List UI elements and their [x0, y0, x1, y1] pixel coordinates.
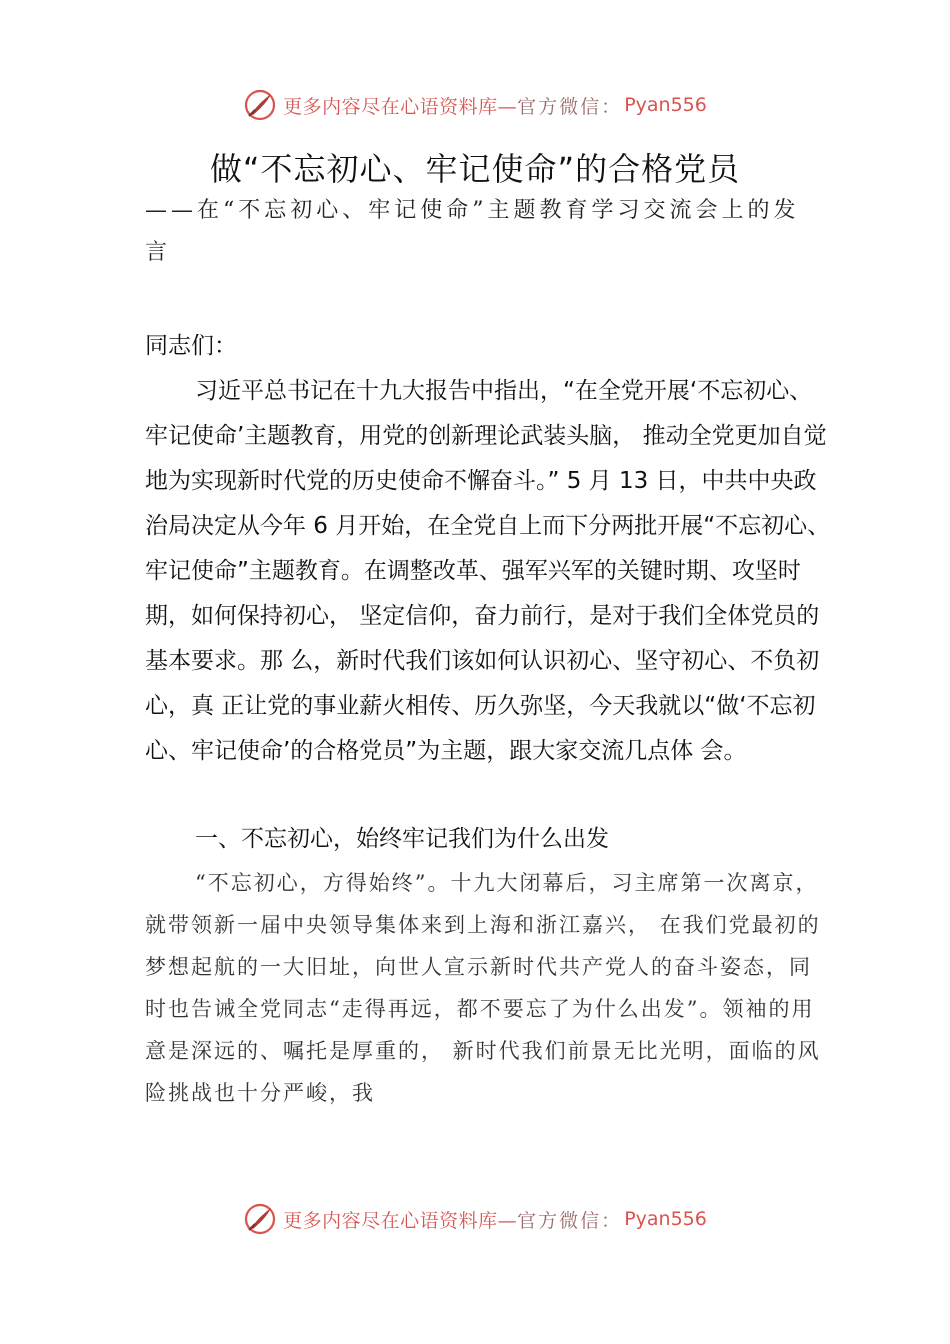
document-title: 做“不忘初心、牢记使命”的合格党员: [209, 150, 741, 188]
watermark-footer: [0, 1202, 950, 1236]
feather-pen-logo-icon: [243, 88, 277, 122]
watermark-wechat-label: 官方微信：: [517, 1209, 623, 1232]
watermark-text: 更多内容尽在心语资料库—: [283, 95, 518, 118]
paragraph-intro: 习近平总书记在十九大报告中指出，“在全党开展‘不忘初心、牢记使命’主题教育，用党的创新理论武装头脑， 推动全党更加自觉地为实现新时代党的历史使命不懈奋斗。” 5 月 13 日，中共中央政治局决定从今年 6 月开始，在全党自上而下分两批开展“不忘初心、牢记使命”主题教育。在调整改革、强军兴军的关键时期、攻坚时期，如何保持初心， 坚定信仰，奋力前行，是对于我们全体党员的基本要求。那 么，新时代我们该如何认识初心、坚守初心、不负初心，真 正让党的事业薪火相传、历久弥坚，今天我就以“做‘不忘初心、牢记使命’的合格党员”为主题，跟大家交流几点体 会。: [145, 378, 831, 764]
watermark-text: 更多内容尽在心语资料库—: [283, 1209, 518, 1232]
paragraph-section-1: “不忘初心，方得始终”。十九大闭幕后，习主席第一次离京，就带领新一届中央领导集体来到上海和浙江嘉兴， 在我们党最初的梦想起航的一大旧址，向世人宣示新时代共产党人的奋斗姿态，同时也告诫全党同志“走得再远，都不要忘了为什么出发”。领袖的用意是深远的、嘱托是厚重的， 新时代我们前景无比光明，面临的风险挑战也十分严峻，我: [145, 871, 821, 1105]
section-heading-1: 一、不忘初心，始终牢记我们为什么出发: [195, 826, 609, 852]
watermark-wechat-id: Pyan556: [624, 1208, 707, 1230]
document-subtitle: ——在“不忘初心、牢记使命”主题教育学习交流会上的发言: [145, 198, 800, 265]
watermark-wechat-id: Pyan556: [624, 94, 707, 116]
watermark-wechat-label: 官方微信：: [517, 95, 623, 118]
watermark-header: [0, 88, 950, 122]
feather-pen-logo-icon: [243, 1202, 277, 1236]
greeting: 同志们：: [145, 333, 237, 359]
